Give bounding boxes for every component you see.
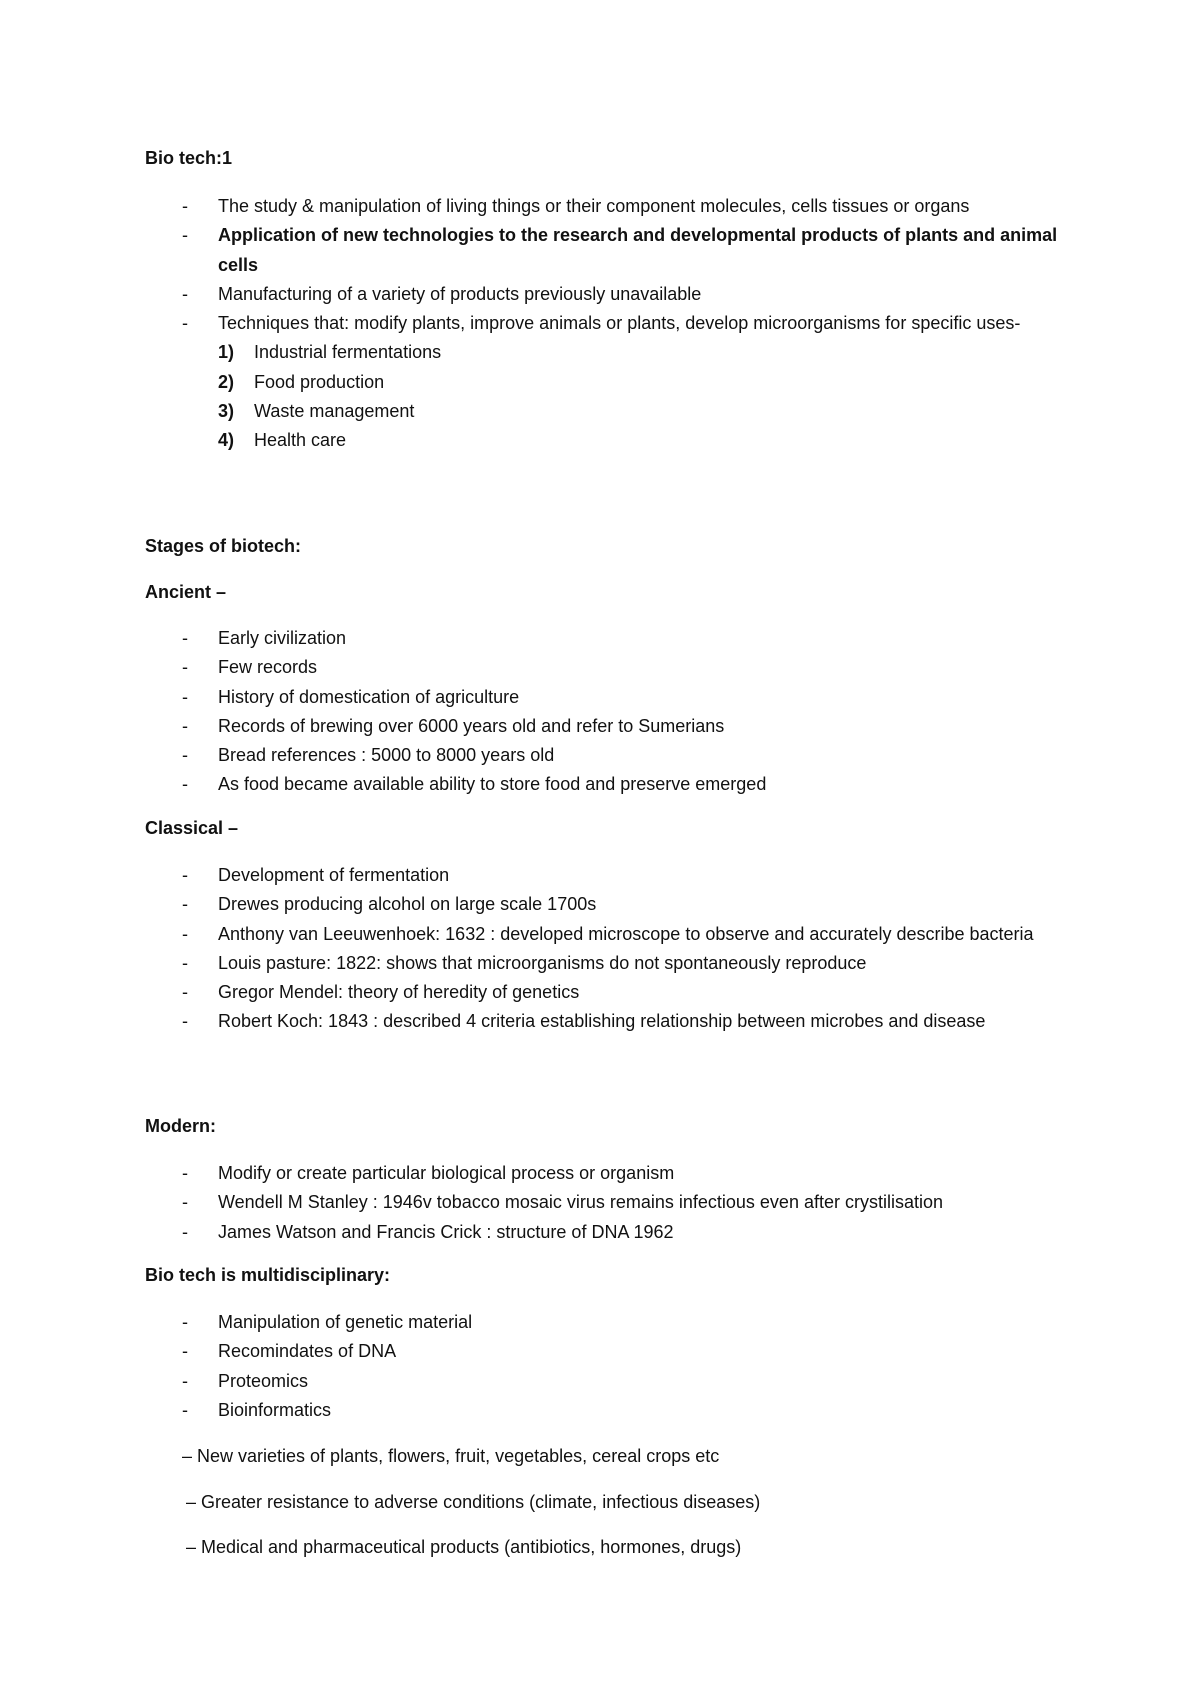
list-item: - Wendell M Stanley : 1946v tobacco mosaic virus remains infectious even after crystilisation [182, 1192, 943, 1213]
outcome-line: – New varieties of plants, flowers, fruit, vegetables, cereal crops etc [182, 1446, 720, 1466]
list-item: - Techniques that: modify plants, improve animals or plants, develop microorganisms for specific uses- 1) Industrial fermentations 2) Food production 3) Waste management 4) Health care [145, 309, 1075, 455]
list-item: - Robert Koch: 1843 : described 4 criteria establishing relationship between microbes and disease [182, 1011, 986, 1032]
list-item: - Modify or create particular biological process or organism [182, 1163, 675, 1183]
list-item: - The study & manipulation of living things or their component molecules, cells tissues or organs [182, 196, 970, 216]
outcome-line: – Medical and pharmaceutical products (antibiotics, hormones, drugs) [186, 1537, 742, 1557]
list-item: - As food became available ability to store food and preserve emerged [182, 774, 767, 795]
modern-list [145, 1159, 1075, 1247]
outcome-line: – Greater resistance to adverse conditions (climate, infectious diseases) [186, 1492, 761, 1512]
list-item: - Development of fermentation [182, 865, 450, 885]
list-item: - History of domestication of agriculture [182, 686, 520, 707]
list-item: - James Watson and Francis Crick : structure of DNA 1962 [182, 1221, 674, 1242]
list-item: - Drewes producing alcohol on large scale 1700s [182, 894, 597, 915]
numbered-item: 4) Health care [218, 430, 347, 451]
numbered-item: 1) Industrial fermentations [218, 342, 442, 363]
heading-biotech: Bio tech:1 [145, 148, 233, 168]
list-item: - Recomindates of DNA [182, 1341, 397, 1362]
uses-numbered-list [218, 338, 1075, 455]
heading-modern: Modern: [145, 1116, 216, 1136]
biotech-definition-list [145, 192, 1075, 456]
multidisciplinary-list [145, 1308, 1075, 1425]
list-item: - Manufacturing of a variety of products previously unavailable [182, 283, 702, 304]
numbered-item: 3) Waste management [218, 401, 415, 422]
list-item: - Gregor Mendel: theory of heredity of genetics [182, 982, 580, 1003]
list-item: - Bread references : 5000 to 8000 years old [182, 745, 555, 766]
numbered-item: 2) Food production [218, 371, 385, 392]
list-item: - Anthony van Leeuwenhoek: 1632 : developed microscope to observe and accurately describe bacteria [182, 923, 1034, 944]
heading-classical: Classical – [145, 818, 239, 838]
list-item: - Proteomics [182, 1370, 309, 1391]
list-item: - Few records [182, 657, 318, 678]
list-item: - Manipulation of genetic material [182, 1312, 473, 1332]
ancient-list [145, 624, 1075, 800]
heading-ancient: Ancient – [145, 582, 227, 602]
list-item: - Bioinformatics [182, 1399, 332, 1420]
list-item: - Early civilization [182, 628, 347, 648]
list-item: - Louis pasture: 1822: shows that microorganisms do not spontaneously reproduce [182, 952, 867, 973]
list-item: - Application of new technologies to the research and developmental products of plants and animal cells [182, 225, 1058, 275]
classical-list [145, 861, 1075, 1037]
heading-stages: Stages of biotech: [145, 536, 302, 556]
list-item: - Records of brewing over 6000 years old and refer to Sumerians [182, 715, 725, 736]
heading-multidisciplinary: Bio tech is multidisciplinary: [145, 1265, 391, 1285]
